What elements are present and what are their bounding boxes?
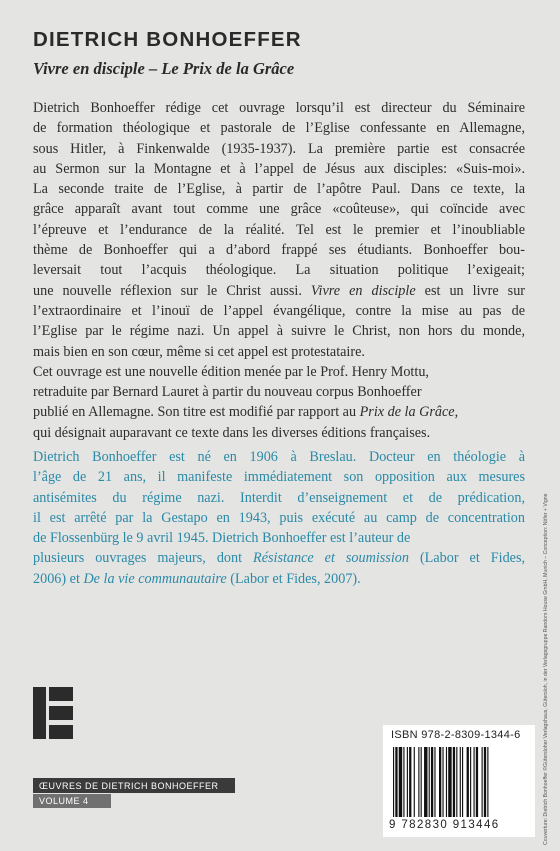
description-line-text: une nouvelle réflexion sur le Christ aussi.: [33, 282, 302, 299]
barcode-bar: [414, 747, 415, 817]
barcode-bar: [407, 747, 408, 817]
description-line: l’Eglise par le régime nazi. Un appel à suivre le Christ, non hors du monde,: [33, 323, 525, 340]
barcode-bar: [482, 747, 483, 817]
barcode-bar: [474, 747, 475, 817]
barcode-bar: [446, 747, 447, 817]
description-line: grâce apparaît avant tout comme une grâce «coûteuse», qui coïncide avec: [33, 201, 525, 218]
description-line: de formation théologique et pastorale de l’Eglise confessante en Allemagne,: [33, 120, 525, 137]
barcode-bar: [439, 747, 441, 817]
bio-line: antisémites du régime nazi. Interdit d’enseignement et de prédication,: [33, 489, 525, 506]
barcode-bar: [395, 747, 397, 817]
italic-title-vie: De la vie communautaire: [83, 570, 227, 587]
barcode-bar: [467, 747, 469, 817]
book-subtitle: Vivre en disciple – Le Prix de la Grâce: [33, 59, 295, 78]
barcode-panel: [383, 725, 535, 837]
description-line: La seconde traite de l’Eglise, à partir de l’apôtre Paul. Dans ce texte, la: [33, 181, 525, 198]
description-text: [33, 98, 525, 443]
barcode-bar: [442, 747, 443, 817]
description-line: sous Hitler, à Finkenwalde (1935-1937). La première partie est consacrée: [33, 140, 525, 157]
barcode-bar: [403, 747, 404, 817]
barcode-bar: [456, 747, 457, 817]
description-line: Dietrich Bonhoeffer rédige cet ouvrage lorsqu’il est directeur du Séminaire: [33, 100, 525, 116]
barcode-bar: [418, 747, 419, 817]
publisher-logo-icon: [33, 687, 73, 739]
barcode-bar: [424, 747, 427, 817]
italic-title-vivre: Vivre en disciple: [310, 282, 416, 299]
description-line: leversait tout l’acquis théologique. La situation politique l’exigeait;: [33, 262, 525, 279]
description-line: [33, 281, 525, 301]
bio-line: Dietrich Bonhoeffer est né en 1906 à Breslau. Docteur en théologie à: [33, 449, 525, 465]
bio-line-text: plusieurs ouvrages majeurs, dont: [33, 550, 243, 567]
author-name: DIETRICH BONHOEFFER: [33, 28, 302, 51]
barcode-bar: [460, 747, 461, 817]
barcode-bar: [421, 747, 422, 817]
barcode-bar: [476, 747, 478, 817]
italic-title-resistance: Résistance et soumission: [253, 550, 409, 567]
description-line: mais bien en son cœur, même si cet appel est protestataire.: [33, 343, 365, 360]
description-line: l’extraordinaire et l’inouï de l’appel évangélique, contre la mise au pas de: [33, 302, 525, 319]
bio-line-text: 2006) et: [33, 570, 80, 587]
cover-credits: Couverture: Dietrich Bonhoeffer ©Gütersloher Verlagshaus, Gütersloh, in der Verlagsgruppe Random House GmbH, Munich – Conception: Nöfer + Vigne: [543, 493, 549, 845]
barcode-bar: [484, 747, 486, 817]
barcode-bar: [409, 747, 411, 817]
isbn-text: ISBN 978-2-8309-1344-6: [391, 729, 521, 741]
barcode-bar: [487, 747, 488, 817]
barcode-bar: [453, 747, 455, 817]
italic-title-prix: Prix de la Grâce,: [359, 404, 459, 421]
bio-line-text: (Labor et Fides,: [419, 550, 526, 567]
series-name: ŒUVRES DE DIETRICH BONHOEFFER: [33, 778, 235, 793]
barcode-bar: [448, 747, 451, 817]
bio-line: l’âge de 21 ans, il manifeste immédiatement son opposition aux mesures: [33, 469, 525, 486]
barcode-icon: [393, 747, 525, 817]
bio-line: [33, 548, 525, 568]
barcode-bar: [429, 747, 430, 817]
description-line: qui désignait auparavant ce texte dans les diverses éditions françaises.: [33, 424, 431, 441]
bio-line: [33, 569, 525, 589]
description-line-text: est un livre sur: [424, 282, 526, 299]
description-line: [33, 402, 525, 422]
barcode-digits: 9 782830 913446: [389, 819, 500, 831]
barcode-bar: [470, 747, 471, 817]
series-label: [33, 778, 235, 808]
author-biography: [33, 447, 525, 589]
barcode-bar: [434, 747, 435, 817]
bio-line: il est arrêté par la Gestapo en 1943, puis exécuté au camp de concentration: [33, 509, 525, 526]
barcode-bar: [399, 747, 402, 817]
description-line-text: publié en Allemagne. Son titre est modifié par rapport au: [33, 404, 357, 421]
description-line: Cet ouvrage est une nouvelle édition menée par le Prof. Henry Mottu,: [33, 363, 429, 380]
description-line: l’épreuve et l’endurance de la réalité. Tel est le premier et l’inoubliable: [33, 221, 525, 238]
description-line: retraduite par Bernard Lauret à partir du nouveau corpus Bonhoeffer: [33, 384, 422, 401]
description-line: au Sermon sur la Montagne et à l’appel de Jésus aux disciples: «Suis-moi».: [33, 160, 525, 177]
barcode-bar: [462, 747, 463, 817]
description-line: thème de Bonhoeffer qui a d’abord frappé ses étudiants. Bonhoeffer bou-: [33, 242, 525, 259]
series-volume: VOLUME 4: [33, 794, 111, 808]
barcode-bar: [393, 747, 394, 817]
bio-line-text: (Labor et Fides, 2007).: [230, 570, 361, 587]
bio-line: de Flossenbürg le 9 avril 1945. Dietrich Bonhoeffer est l’auteur de: [33, 530, 411, 547]
barcode-bar: [431, 747, 433, 817]
